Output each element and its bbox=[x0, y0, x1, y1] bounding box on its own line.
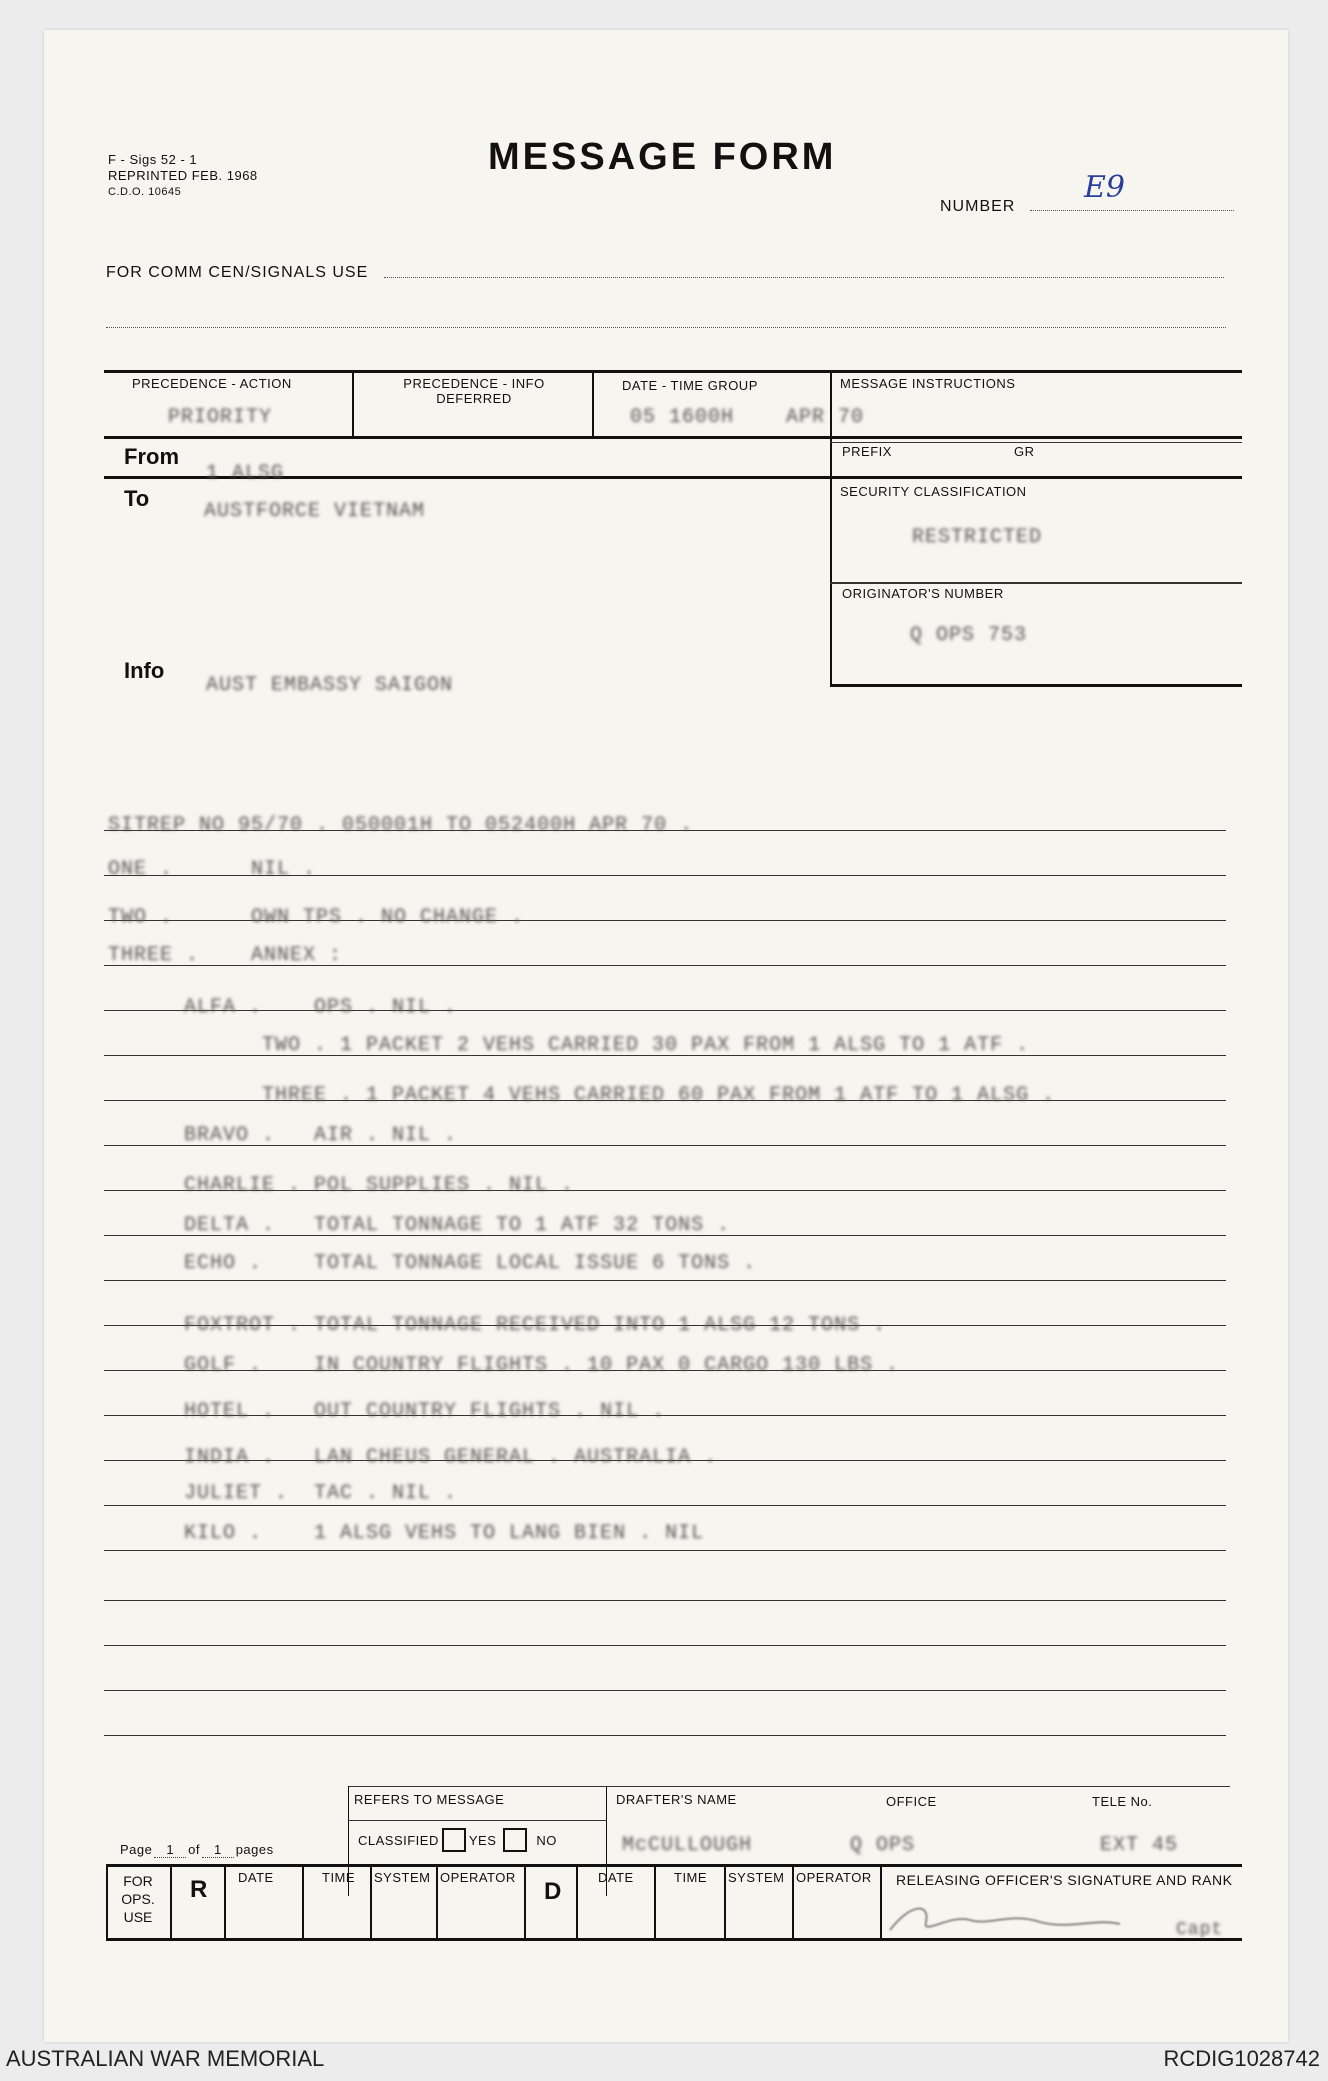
system-label-r: SYSTEM bbox=[374, 1870, 431, 1885]
grid-top-border bbox=[104, 370, 1242, 373]
tele-label: TELE No. bbox=[1092, 1794, 1153, 1809]
ops-divider bbox=[436, 1864, 438, 1938]
to-label: To bbox=[124, 486, 150, 511]
dtg-label: DATE - TIME GROUP bbox=[622, 378, 758, 393]
d-label: D bbox=[544, 1878, 562, 1905]
ops-divider bbox=[224, 1864, 226, 1938]
form-title: MESSAGE FORM bbox=[488, 136, 837, 178]
archive-id: RCDIG1028742 bbox=[1163, 2046, 1320, 2071]
message-line: BRAVO . AIR . NIL . bbox=[184, 1124, 458, 1147]
for-ops-use: FOR OPS. USE bbox=[121, 1873, 155, 1925]
info-label: Info bbox=[124, 658, 165, 683]
grid-line bbox=[830, 442, 1242, 443]
system-label-d: SYSTEM bbox=[728, 1870, 785, 1885]
releasing-label: RELEASING OFFICER'S SIGNATURE AND RANK bbox=[896, 1872, 1233, 1888]
message-line: FOXTROT . TOTAL TONNAGE RECEIVED INTO 1 ALSG 12 TONS . bbox=[184, 1314, 887, 1337]
drafter-value: McCULLOUGH bbox=[622, 1834, 753, 1857]
precedence-action-value: PRIORITY bbox=[168, 406, 273, 429]
instructions-label: MESSAGE INSTRUCTIONS bbox=[840, 376, 1016, 391]
grid-divider bbox=[592, 370, 594, 436]
page-num: 1 bbox=[154, 1842, 186, 1858]
precedence-info-label bbox=[384, 376, 564, 406]
message-line: THREE . ANNEX : bbox=[108, 944, 343, 967]
signature-graphic bbox=[880, 1896, 1150, 1942]
operator-label-d: OPERATOR bbox=[796, 1870, 872, 1885]
security-value: RESTRICTED bbox=[912, 526, 1043, 549]
security-label: SECURITY CLASSIFICATION bbox=[840, 484, 1027, 499]
message-line: DELTA . TOTAL TONNAGE TO 1 ATF 32 TONS . bbox=[184, 1214, 731, 1237]
drafter-label: DRAFTER'S NAME bbox=[616, 1792, 737, 1807]
number-label: NUMBER bbox=[940, 198, 1016, 215]
message-line: THREE . 1 PACKET 4 VEHS CARRIED 60 PAX FROM 1 ATF TO 1 ALSG . bbox=[262, 1084, 1056, 1107]
date-label-r: DATE bbox=[238, 1870, 274, 1885]
ops-divider bbox=[792, 1864, 794, 1938]
page-of: of bbox=[188, 1842, 200, 1857]
date-label-d: DATE bbox=[598, 1870, 634, 1885]
precedence-info-text-2: DEFERRED bbox=[436, 391, 512, 406]
archive-credit: AUSTRALIAN WAR MEMORIAL bbox=[6, 2046, 325, 2071]
number-value: E9 bbox=[1084, 170, 1125, 205]
to-value: AUSTFORCE VIETNAM bbox=[204, 500, 426, 523]
yes-checkbox[interactable] bbox=[442, 1828, 466, 1852]
form-code-3: C.D.O. 10645 bbox=[108, 186, 182, 198]
no-checkbox[interactable] bbox=[503, 1828, 527, 1852]
ruled-line bbox=[104, 1690, 1226, 1691]
refers-line bbox=[348, 1820, 606, 1821]
message-line: JULIET . TAC . NIL . bbox=[184, 1482, 458, 1505]
form-code-2: REPRINTED FEB. 1968 bbox=[108, 168, 258, 183]
dtg-value: 05 1600H bbox=[630, 406, 735, 429]
gr-label: GR bbox=[1014, 444, 1035, 459]
message-form-paper bbox=[44, 30, 1288, 2042]
ops-divider bbox=[170, 1864, 172, 1938]
message-line: INDIA . LAN CHEUS GENERAL . AUSTRALIA . bbox=[184, 1446, 718, 1469]
ops-divider bbox=[576, 1864, 578, 1938]
message-line: GOLF . IN COUNTRY FLIGHTS . 10 PAX 0 CARGO 130 LBS . bbox=[184, 1354, 900, 1377]
comm-cen-label: FOR COMM CEN/SIGNALS USE bbox=[106, 264, 369, 281]
form-code-1: F - Sigs 52 - 1 bbox=[108, 152, 198, 167]
ops-divider bbox=[370, 1864, 372, 1938]
no-label: NO bbox=[536, 1832, 557, 1848]
comm-cen-line-2 bbox=[106, 327, 1226, 328]
bottom-top-line bbox=[348, 1786, 1230, 1787]
number-line bbox=[1030, 210, 1234, 211]
precedence-action-label: PRECEDENCE - ACTION bbox=[132, 376, 292, 391]
ruled-line bbox=[104, 1550, 1226, 1551]
yes-label: YES bbox=[468, 1832, 497, 1848]
from-label: From bbox=[124, 444, 179, 469]
ruled-line bbox=[104, 1600, 1226, 1601]
grid-divider bbox=[352, 370, 354, 436]
page-total: 1 bbox=[202, 1842, 234, 1858]
prefix-label: PREFIX bbox=[842, 444, 892, 459]
operator-label-r: OPERATOR bbox=[440, 1870, 516, 1885]
refers-label: REFERS TO MESSAGE bbox=[354, 1792, 505, 1807]
originator-label: ORIGINATOR'S NUMBER bbox=[842, 586, 1004, 601]
office-value: Q OPS bbox=[850, 1834, 916, 1857]
tele-value: EXT 45 bbox=[1100, 1834, 1179, 1857]
message-line: ONE . NIL . bbox=[108, 858, 317, 881]
ops-divider bbox=[524, 1864, 526, 1938]
message-line: KILO . 1 ALSG VEHS TO LANG BIEN . NIL bbox=[184, 1522, 705, 1545]
dtg-value-2: APR 70 bbox=[786, 406, 865, 429]
ops-divider bbox=[724, 1864, 726, 1938]
message-line: TWO . 1 PACKET 2 VEHS CARRIED 30 PAX FROM 1 ALSG TO 1 ATF . bbox=[262, 1034, 1030, 1057]
message-line: SITREP NO 95/70 . 050001H TO 052400H APR 70 . bbox=[108, 814, 694, 837]
message-line: TWO . OWN TPS . NO CHANGE . bbox=[108, 906, 525, 929]
grid-line bbox=[830, 684, 1242, 687]
message-line: ALFA . OPS . NIL . bbox=[184, 996, 458, 1019]
grid-line bbox=[830, 582, 1242, 584]
ruled-line bbox=[104, 1735, 1226, 1736]
time-label-r: TIME bbox=[322, 1870, 356, 1885]
precedence-info-text: PRECEDENCE - INFO bbox=[403, 376, 545, 391]
page-count bbox=[120, 1842, 274, 1858]
r-label: R bbox=[190, 1876, 208, 1903]
message-line: ECHO . TOTAL TONNAGE LOCAL ISSUE 6 TONS . bbox=[184, 1252, 757, 1275]
rank-value: Capt bbox=[1176, 1920, 1224, 1940]
info-value: AUST EMBASSY SAIGON bbox=[206, 674, 454, 697]
form-code bbox=[108, 152, 258, 200]
office-label: OFFICE bbox=[886, 1794, 937, 1809]
message-line: CHARLIE . POL SUPPLIES . NIL . bbox=[184, 1174, 575, 1197]
page-suffix: pages bbox=[235, 1842, 274, 1857]
grid-line bbox=[104, 436, 1242, 439]
page-prefix: Page bbox=[120, 1842, 153, 1857]
comm-cen-line bbox=[384, 277, 1224, 278]
time-label-d: TIME bbox=[674, 1870, 708, 1885]
ops-divider bbox=[654, 1864, 656, 1938]
ops-top-line bbox=[106, 1864, 1242, 1867]
ruled-line bbox=[104, 1645, 1226, 1646]
classified-label: CLASSIFIED bbox=[358, 1832, 439, 1848]
message-line: HOTEL . OUT COUNTRY FLIGHTS . NIL . bbox=[184, 1400, 666, 1423]
classified-row bbox=[358, 1828, 557, 1852]
from-value: 1 ALSG bbox=[206, 462, 285, 485]
ruled-line bbox=[104, 1280, 1226, 1281]
originator-value: Q OPS 753 bbox=[910, 624, 1028, 647]
ruled-line bbox=[104, 1505, 1226, 1506]
ops-divider bbox=[302, 1864, 304, 1938]
